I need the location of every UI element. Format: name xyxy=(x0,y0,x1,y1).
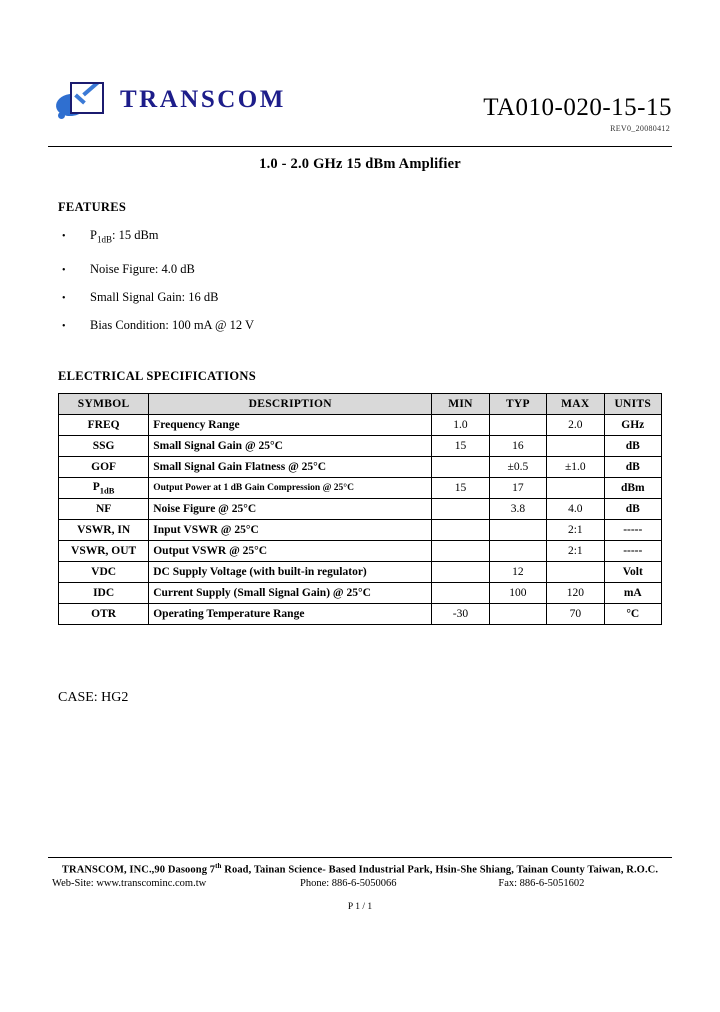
table-row xyxy=(59,499,662,520)
cell-description: Small Signal Gain Flatness @ 25°C xyxy=(149,457,432,478)
footer-divider xyxy=(48,857,672,858)
cell-units: Volt xyxy=(604,562,661,583)
feature-text: Noise Figure: 4.0 dB xyxy=(90,261,195,276)
case-label: CASE: HG2 xyxy=(58,690,129,705)
part-number: TA010-020-15-15 xyxy=(483,94,672,121)
cell-symbol: NF xyxy=(59,499,149,520)
cell-units: ----- xyxy=(604,541,661,562)
list-item xyxy=(58,228,578,245)
table-row xyxy=(59,478,662,499)
cell-min: -30 xyxy=(432,604,489,625)
table-header-row xyxy=(59,394,662,415)
cell-symbol: VSWR, OUT xyxy=(59,541,149,562)
cell-units: mA xyxy=(604,583,661,604)
cell-max: 70 xyxy=(547,604,604,625)
cell-typ: 12 xyxy=(489,562,546,583)
footer-phone: Phone: 886-6-5050066 xyxy=(300,878,397,889)
table-row xyxy=(59,436,662,457)
revision-label: REV0_20080412 xyxy=(610,124,670,133)
cell-units: °C xyxy=(604,604,661,625)
cell-symbol: OTR xyxy=(59,604,149,625)
table-row xyxy=(59,583,662,604)
cell-description: Noise Figure @ 25°C xyxy=(149,499,432,520)
page-content xyxy=(48,42,672,962)
cell-max xyxy=(547,562,604,583)
transcom-checkmark-logo-icon xyxy=(56,82,110,118)
cell-max: 120 xyxy=(547,583,604,604)
page-title: 1.0 - 2.0 GHz 15 dBm Amplifier xyxy=(259,156,461,172)
header-divider xyxy=(48,146,672,147)
cell-max xyxy=(547,478,604,499)
footer-website[interactable]: Web-Site: www.transcominc.com.tw xyxy=(52,878,207,889)
column-header-typ: TYP xyxy=(489,394,546,415)
cell-description: Current Supply (Small Signal Gain) @ 25°C xyxy=(149,583,432,604)
feature-text: $P_{1dB}$: 15 dBm xyxy=(90,228,159,245)
column-header-min: MIN xyxy=(432,394,489,415)
cell-typ: 3.8 xyxy=(489,499,546,520)
cell-units: ----- xyxy=(604,520,661,541)
cell-symbol: VSWR, IN xyxy=(59,520,149,541)
cell-max: ±1.0 xyxy=(547,457,604,478)
cell-typ xyxy=(489,541,546,562)
cell-description: Input VSWR @ 25°C xyxy=(149,520,432,541)
bullet-icon: • xyxy=(62,264,66,276)
cell-units: dBm xyxy=(604,478,661,499)
cell-description: Small Signal Gain @ 25°C xyxy=(149,436,432,457)
cell-min: 1.0 xyxy=(432,415,489,436)
cell-symbol: GOF xyxy=(59,457,149,478)
cell-min: 15 xyxy=(432,436,489,457)
cell-symbol: VDC xyxy=(59,562,149,583)
list-item xyxy=(58,318,578,333)
features-heading: FEATURES xyxy=(58,200,127,214)
cell-max xyxy=(547,436,604,457)
column-header-description: DESCRIPTION xyxy=(149,394,432,415)
cell-typ: ±0.5 xyxy=(489,457,546,478)
cell-description: Output VSWR @ 25°C xyxy=(149,541,432,562)
cell-description: Output Power at 1 dB Gain Compression @ 25°C xyxy=(149,478,432,499)
cell-description: DC Supply Voltage (with built-in regulator) xyxy=(149,562,432,583)
company-name: TRANSCOM xyxy=(120,86,286,113)
footer-contact xyxy=(48,878,672,889)
specifications-heading: ELECTRICAL SPECIFICATIONS xyxy=(58,369,256,383)
cell-description: Frequency Range xyxy=(149,415,432,436)
table-row xyxy=(59,541,662,562)
cell-symbol: IDC xyxy=(59,583,149,604)
cell-min xyxy=(432,520,489,541)
table-row xyxy=(59,520,662,541)
cell-units: GHz xyxy=(604,415,661,436)
cell-min: 15 xyxy=(432,478,489,499)
cell-max: 2:1 xyxy=(547,520,604,541)
cell-typ xyxy=(489,604,546,625)
cell-symbol: $P_{1dB}$ xyxy=(59,478,149,499)
column-header-symbol: SYMBOL xyxy=(59,394,149,415)
table-row xyxy=(59,562,662,583)
cell-min xyxy=(432,583,489,604)
bullet-icon: • xyxy=(62,320,66,332)
bullet-icon: • xyxy=(62,292,66,304)
cell-symbol: SSG xyxy=(59,436,149,457)
footer-address: TRANSCOM, INC.,90 Dasoong 7th Road, Tainan Science- Based Industrial Park, Hsin-She Shiang, Tainan County Taiwan, R.O.C. xyxy=(61,862,659,876)
cell-min xyxy=(432,457,489,478)
footer-fax: Fax: 886-6-5051602 xyxy=(498,878,585,889)
feature-text: Small Signal Gain: 16 dB xyxy=(90,289,219,304)
cell-max: 2.0 xyxy=(547,415,604,436)
list-item xyxy=(58,290,578,305)
specifications-table xyxy=(58,393,662,625)
column-header-units: UNITS xyxy=(604,394,661,415)
cell-typ: 16 xyxy=(489,436,546,457)
cell-max: 4.0 xyxy=(547,499,604,520)
features-list xyxy=(58,228,578,346)
list-item xyxy=(58,262,578,277)
cell-min xyxy=(432,541,489,562)
cell-max: 2:1 xyxy=(547,541,604,562)
column-header-max: MAX xyxy=(547,394,604,415)
cell-typ xyxy=(489,415,546,436)
table-row xyxy=(59,457,662,478)
cell-units: dB xyxy=(604,499,661,520)
cell-typ xyxy=(489,520,546,541)
cell-typ: 17 xyxy=(489,478,546,499)
cell-units: dB xyxy=(604,436,661,457)
table-row xyxy=(59,415,662,436)
cell-symbol: FREQ xyxy=(59,415,149,436)
cell-typ: 100 xyxy=(489,583,546,604)
cell-min xyxy=(432,499,489,520)
company-logo xyxy=(56,82,286,118)
document-header xyxy=(48,42,672,138)
page-number: P 1 / 1 xyxy=(347,902,373,912)
cell-units: dB xyxy=(604,457,661,478)
cell-min xyxy=(432,562,489,583)
cell-description: Operating Temperature Range xyxy=(149,604,432,625)
bullet-icon: • xyxy=(62,231,66,242)
table-row xyxy=(59,604,662,625)
feature-text: Bias Condition: 100 mA @ 12 V xyxy=(90,317,255,332)
